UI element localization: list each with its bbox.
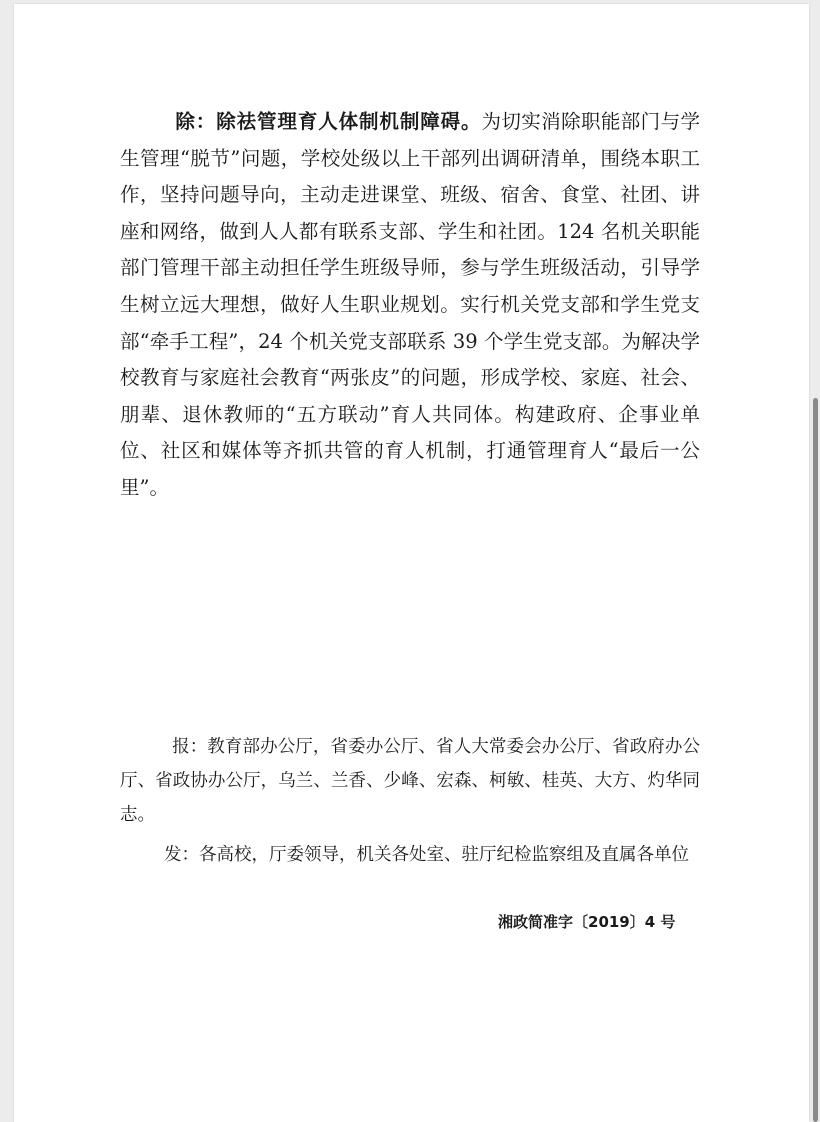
body-paragraph: [120, 104, 700, 507]
report-to-line: [120, 730, 700, 832]
vertical-scrollbar[interactable]: [810, 0, 820, 1122]
lead-heading: 除：除祛管理育人体制机制障碍。: [175, 110, 482, 133]
body-text: 为切实消除职能部门与学生管理“脱节”问题，学校处级以上干部列出调研清单，围绕本职工作，坚持问题导向，主动走进课堂、班级、宿舍、食堂、社团、讲座和网络，做到人人都有联系支部、学生和社团。124 名机关职能部门管理干部主动担任学生班级导师，参与学生班级活动，引导学生树立远大理想，做好人生职业规划。实行机关党支部和学生党支部“牵手工程”，24 个机关党支部联系 39 个学生党支部。为解决学校教育与家庭社会教育“两张皮”的问题，形成学校、家庭、社会、朋辈、退休教师的“五方联动”育人共同体。构建政府、企事业单位、社区和媒体等齐抓共管的育人机制，打通管理育人“最后一公里”。: [120, 110, 700, 499]
document-number: 湘政简准字〔2019〕4 号: [498, 913, 676, 931]
distribute-to-line: [120, 838, 700, 872]
report-to-text: 报：教育部办公厅，省委办公厅、省人大常委会办公厅、省政府办公厅、省政协办公厅，乌兰、兰香、少峰、宏森、柯敏、桂英、大方、灼华同志。: [120, 737, 700, 825]
distribute-to-text: 发：各高校，厅委领导，机关各处室、驻厅纪检监察组及直属各单位: [164, 845, 689, 865]
scrollbar-thumb[interactable]: [813, 398, 818, 1122]
